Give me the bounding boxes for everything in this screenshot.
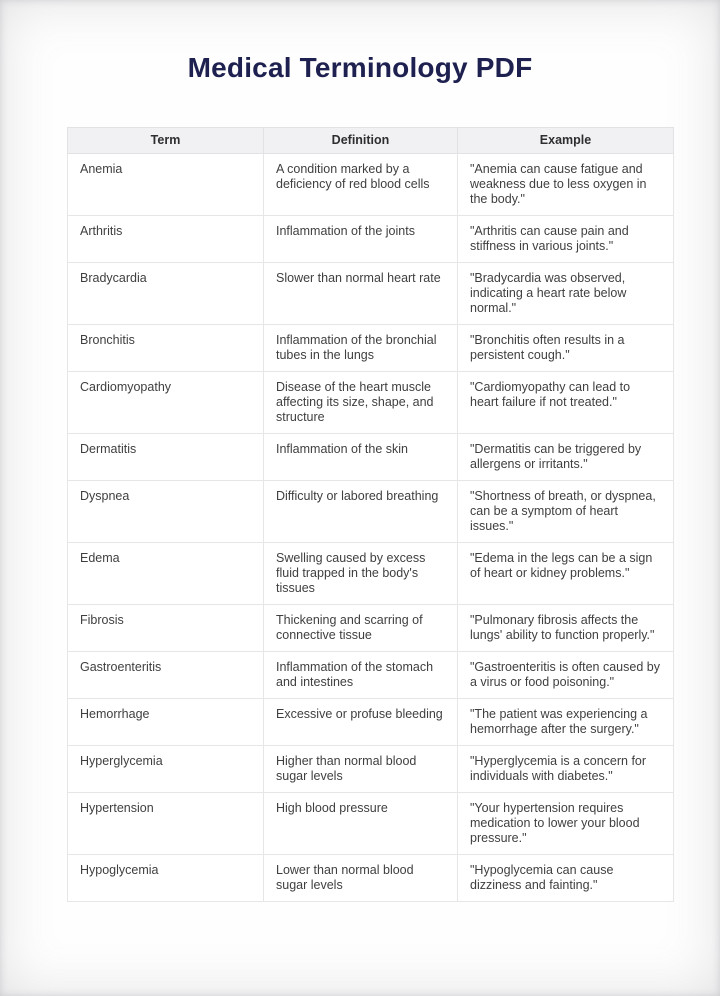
column-header-term: Term (68, 128, 264, 154)
example-cell: "Bradycardia was observed, indicating a heart rate below normal." (458, 263, 674, 325)
example-cell: "Hyperglycemia is a concern for individuals with diabetes." (458, 746, 674, 793)
table-header-row (68, 128, 674, 154)
example-cell: "Anemia can cause fatigue and weakness due to less oxygen in the body." (458, 154, 674, 216)
definition-cell: Lower than normal blood sugar levels (264, 855, 458, 902)
table-row (68, 325, 674, 372)
definition-cell: A condition marked by a deficiency of red blood cells (264, 154, 458, 216)
definition-cell: Thickening and scarring of connective tissue (264, 605, 458, 652)
definition-cell: Slower than normal heart rate (264, 263, 458, 325)
term-cell: Edema (68, 543, 264, 605)
terminology-table (67, 127, 674, 902)
terminology-table-container (67, 127, 673, 902)
table-row (68, 855, 674, 902)
term-cell: Arthritis (68, 216, 264, 263)
term-cell: Dermatitis (68, 434, 264, 481)
definition-cell: High blood pressure (264, 793, 458, 855)
example-cell: "The patient was experiencing a hemorrhage after the surgery." (458, 699, 674, 746)
definition-cell: Inflammation of the stomach and intestines (264, 652, 458, 699)
term-cell: Hypoglycemia (68, 855, 264, 902)
table-row (68, 216, 674, 263)
definition-cell: Difficulty or labored breathing (264, 481, 458, 543)
example-cell: "Cardiomyopathy can lead to heart failure if not treated." (458, 372, 674, 434)
term-cell: Fibrosis (68, 605, 264, 652)
definition-cell: Inflammation of the skin (264, 434, 458, 481)
column-header-example: Example (458, 128, 674, 154)
table-row (68, 154, 674, 216)
table-row (68, 543, 674, 605)
table-row (68, 793, 674, 855)
definition-cell: Inflammation of the joints (264, 216, 458, 263)
definition-cell: Inflammation of the bronchial tubes in the lungs (264, 325, 458, 372)
example-cell: "Shortness of breath, or dyspnea, can be a symptom of heart issues." (458, 481, 674, 543)
term-cell: Hypertension (68, 793, 264, 855)
term-cell: Cardiomyopathy (68, 372, 264, 434)
example-cell: "Pulmonary fibrosis affects the lungs' ability to function properly." (458, 605, 674, 652)
term-cell: Bradycardia (68, 263, 264, 325)
term-cell: Anemia (68, 154, 264, 216)
example-cell: "Gastroenteritis is often caused by a virus or food poisoning." (458, 652, 674, 699)
example-cell: "Hypoglycemia can cause dizziness and fainting." (458, 855, 674, 902)
table-row (68, 372, 674, 434)
table-row (68, 699, 674, 746)
definition-cell: Swelling caused by excess fluid trapped in the body's tissues (264, 543, 458, 605)
page-title: Medical Terminology PDF (187, 52, 533, 83)
table-row (68, 652, 674, 699)
example-cell: "Dermatitis can be triggered by allergens or irritants." (458, 434, 674, 481)
example-cell: "Your hypertension requires medication to lower your blood pressure." (458, 793, 674, 855)
term-cell: Dyspnea (68, 481, 264, 543)
definition-cell: Disease of the heart muscle affecting its size, shape, and structure (264, 372, 458, 434)
example-cell: "Edema in the legs can be a sign of heart or kidney problems." (458, 543, 674, 605)
table-row (68, 481, 674, 543)
table-row (68, 746, 674, 793)
term-cell: Gastroenteritis (68, 652, 264, 699)
definition-cell: Higher than normal blood sugar levels (264, 746, 458, 793)
column-header-definition: Definition (264, 128, 458, 154)
example-cell: "Bronchitis often results in a persistent cough." (458, 325, 674, 372)
term-cell: Hemorrhage (68, 699, 264, 746)
term-cell: Hyperglycemia (68, 746, 264, 793)
table-row (68, 605, 674, 652)
term-cell: Bronchitis (68, 325, 264, 372)
table-row (68, 263, 674, 325)
definition-cell: Excessive or profuse bleeding (264, 699, 458, 746)
example-cell: "Arthritis can cause pain and stiffness in various joints." (458, 216, 674, 263)
table-row (68, 434, 674, 481)
